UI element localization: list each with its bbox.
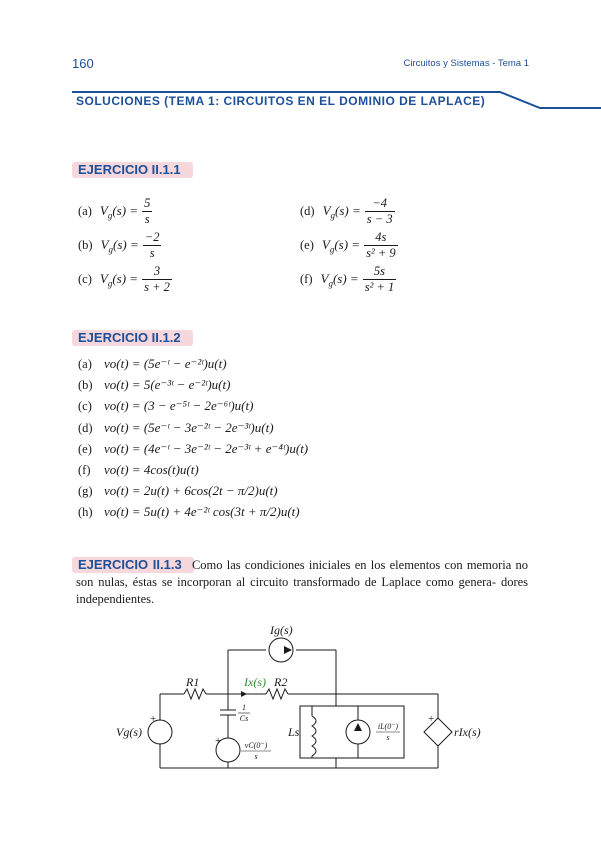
r1-resistor-icon: [184, 689, 206, 699]
ex3-line1: Como las condiciones iniciales en los elementos con memoria: [191, 558, 512, 572]
ex1-item-label: (a): [78, 204, 92, 219]
ex1-item: [300, 230, 398, 261]
ex1-item-lhs: $V_g(s)$ =: [322, 203, 361, 221]
chapter-title: SOLUCIONES (TEMA 1: CIRCUITOS EN EL DOMINIO DE LAPLACE): [76, 94, 486, 108]
ix-arrow-icon: [241, 691, 247, 697]
ex2-item: [78, 483, 278, 499]
ex1-item-lhs: $V_g(s)$ =: [99, 203, 139, 221]
ex2-item-eq: vo(t) = (5e⁻ᵗ − 3e⁻²ᵗ − 2e⁻³ᵗ)u(t): [104, 419, 274, 435]
ls-label: Ls: [288, 725, 300, 739]
r1-label: R1: [186, 675, 200, 689]
ex2-item-label: (c): [78, 399, 92, 414]
ex2-item-eq: vo(t) = (4e⁻ᵗ − 3e⁻²ᵗ − 2e⁻³ᵗ + e⁻⁴ᵗ)u(t): [104, 440, 309, 456]
ig-label: Ig(s): [270, 623, 293, 637]
ex2-item-eq: vo(t) = 5(e⁻³ᵗ − e⁻²ᵗ)u(t): [104, 377, 231, 393]
ex1-item: [78, 264, 172, 295]
ex2-item: [78, 398, 253, 414]
ex1-heading: EJERCICIO II.1.1: [76, 160, 187, 179]
ex2-item: [78, 504, 300, 520]
r2-label: R2: [274, 675, 288, 689]
ex2-item-label: (d): [78, 420, 93, 435]
ex1-item-label: (f): [300, 272, 313, 287]
vc-plus: +: [215, 735, 222, 747]
vg-plus: +: [150, 713, 157, 725]
ex1-item: [78, 230, 161, 261]
ex2-heading: EJERCICIO II.1.2: [76, 328, 187, 347]
ex1-item-label: (c): [78, 272, 92, 287]
cap-den: Cs: [239, 714, 249, 723]
ex1-item-fraction: $\frac{5s}{\text{s² + 1}}$: [364, 264, 395, 294]
ex1-item-lhs: $V_g(s)$ =: [321, 237, 361, 255]
ex1-item: [300, 264, 396, 295]
ex2-item: [78, 462, 199, 478]
ex2-item-label: (e): [78, 441, 92, 456]
ex1-item: [78, 196, 152, 227]
ex2-item-label: (b): [78, 378, 93, 393]
ex3-heading: EJERCICIO II.1.3: [76, 555, 188, 574]
ex2-item: [78, 441, 308, 457]
ex2-item-label: (g): [78, 484, 93, 499]
ix-label: Ix(s): [244, 675, 266, 689]
ex2-item-eq: vo(t) = (3 − e⁻⁵ᵗ − 2e⁻⁶ᵗ)u(t): [104, 398, 254, 414]
il-arrow-icon: [354, 723, 362, 731]
ex1-item-lhs: $V_g(s)$ =: [100, 237, 139, 255]
ex2-item-eq: vo(t) = 5u(t) + 4e⁻²ᵗ cos(3t + π/2)u(t): [104, 504, 300, 520]
ex3-line3: dores independientes.: [76, 575, 529, 606]
vc-num: vC(0⁻): [244, 741, 268, 750]
ex1-item-fraction: $\frac{-2}{s}$: [144, 230, 160, 260]
ex2-item-eq: vo(t) = 2u(t) + 6cos(2t − π/2)u(t): [104, 483, 278, 499]
ex1-item: [300, 196, 395, 227]
ex1-item-label: (d): [300, 204, 315, 219]
ex1-item-label: (e): [300, 238, 314, 253]
ex1-item-fraction: $\frac{5}{s}$: [144, 196, 151, 226]
cap-num: 1: [242, 703, 246, 712]
inductor-coil-icon: [312, 716, 316, 756]
ex2-item-eq: vo(t) = (5e⁻ᵗ − e⁻²ᵗ)u(t): [104, 356, 227, 371]
ex1-item-lhs: $V_g(s)$ =: [320, 271, 359, 289]
dep-plus: +: [428, 713, 435, 725]
vg-label: Vg(s): [116, 725, 142, 739]
ex1-item-fraction: $\frac{-4}{s - 3}$: [366, 196, 393, 226]
ex2-item-label: (h): [78, 505, 93, 520]
il-den: s: [386, 733, 390, 742]
ex2-item-eq: vo(t) = 4cos(t)u(t): [104, 462, 199, 477]
il-num: iL(0⁻): [377, 722, 399, 731]
ex3-line2: no son nulas, éstas se incorporan al circuito transformado de Laplace como genera-: [76, 558, 529, 589]
ex1-item-lhs: $V_g(s)$ =: [99, 271, 139, 289]
ex2-item-label: (a): [78, 357, 92, 371]
ex2-item: [78, 377, 230, 393]
dep-label: rIx(s): [454, 725, 481, 739]
ex1-item-fraction: $\frac{3}{s + 2}$: [144, 264, 170, 294]
ex1-item-label: (b): [78, 238, 93, 253]
ex3-block: [76, 556, 528, 608]
page-number: 160: [72, 56, 94, 71]
running-head: Circuitos y Sistemas - Tema 1: [403, 58, 529, 69]
ex2-item-label: (f): [78, 463, 91, 477]
ex2-item: [78, 420, 274, 436]
vc-den: s: [254, 752, 258, 761]
circuit-diagram: [0, 610, 601, 780]
ex2-item: [78, 356, 227, 372]
ig-arrow-icon: [284, 646, 292, 654]
ex1-item-fraction: $\frac{4s}{\text{s² + 9}}$: [366, 230, 396, 260]
r2-resistor-icon: [266, 689, 288, 699]
